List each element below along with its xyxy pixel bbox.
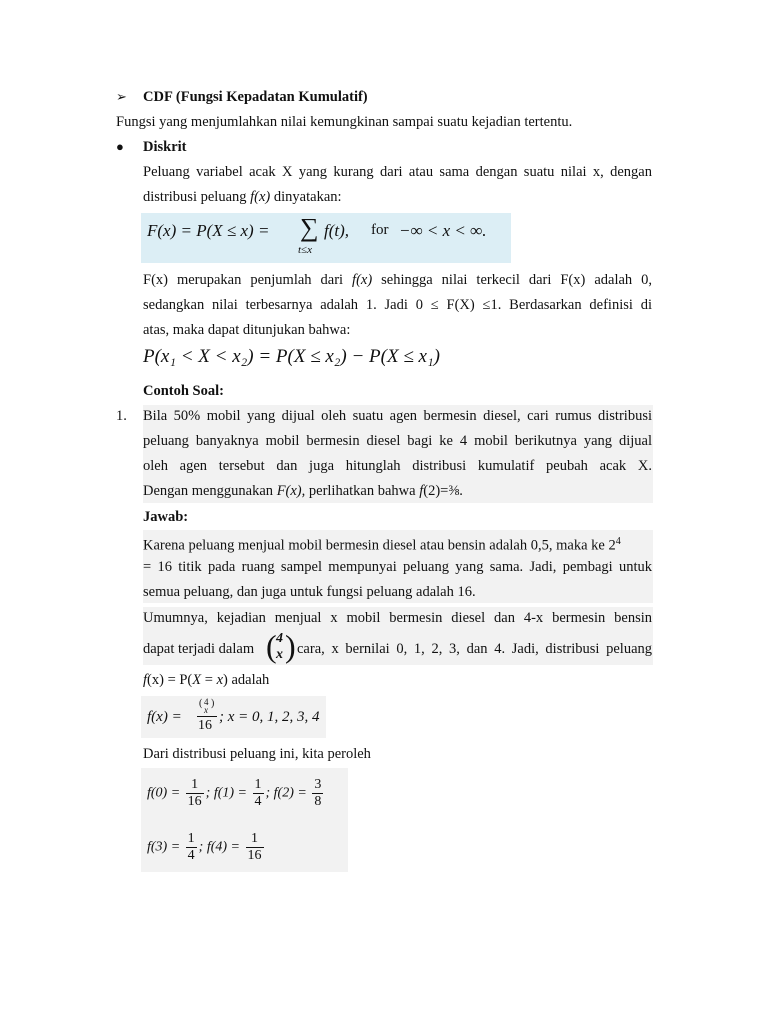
fx-formula: f(x) = ( 4 x ) 16 ; x = 0, 1, 2, 3, 4 <box>141 696 326 738</box>
jawab-heading: Jawab: <box>143 509 189 525</box>
question-number: 1. <box>116 408 127 424</box>
question-line: Dengan menggunakan F(x), perlihatkan bahwa f(2)=⅜. <box>143 483 463 499</box>
contoh-heading: Contoh Soal: <box>143 383 224 399</box>
section-heading: CDF (Fungsi Kepadatan Kumulatif) <box>143 89 368 105</box>
diskrit-paragraph-line: Peluang variabel acak X yang kurang dari atau sama dengan suatu nilai x, dengan <box>143 164 652 180</box>
diskrit-paragraph-line: distribusi peluang f(x) dinyatakan: <box>143 189 342 205</box>
answer-line: = 16 titik pada ruang sampel mempunyai peluang yang sama. Jadi, pembagi untuk <box>143 559 652 575</box>
answer-line: semua peluang, dan juga untuk fungsi peluang adalah 16. <box>143 584 476 600</box>
interval-formula: P(x₁ < X < x₂) = P(X ≤ x₂) − P(X ≤ x₁) <box>143 346 440 367</box>
cdf-formula: F(x) = P(X ≤ x) = ∑ t≤x f(t), for −∞ < x < ∞. <box>141 213 511 263</box>
question-line: peluang banyaknya mobil bermesin diesel bagi ke 4 mobil berikutnya yang dijual <box>143 433 652 449</box>
dot-bullet-icon: ● <box>116 139 124 154</box>
values-row-1: f(0) = $\frac{1}{16}$ ; f(1) = $\frac{1}{4}$ ; f(2) = $\frac{3}{8}$ <box>147 777 322 809</box>
intro-text: Fungsi yang menjumlahkan nilai kemungkinan sampai suatu kejadian tertentu. <box>116 114 573 130</box>
answer-line: Dari distribusi peluang ini, kita peroleh <box>143 746 371 762</box>
binomial-coefficient: ( 4 x ) <box>266 628 296 664</box>
question-line: oleh agen tersebut dan juga hitunglah distribusi kumulatif peubah acak X. <box>143 458 652 474</box>
arrow-bullet-icon: ➢ <box>116 89 127 104</box>
answer-line: cara, x bernilai 0, 1, 2, 3, dan 4. Jadi, distribusi peluang <box>297 641 652 657</box>
answer-line: f(x) = P(X = x) adalah <box>143 672 270 688</box>
values-formula <box>141 768 348 872</box>
diskrit-paragraph-line: F(x) merupakan penjumlah dari f(x) sehingga nilai terkecil dari F(x) adalah 0, <box>143 272 653 288</box>
diskrit-paragraph-line: atas, maka dapat ditunjukan bahwa: <box>143 322 351 338</box>
diskrit-heading: Diskrit <box>143 139 187 155</box>
answer-line: dapat terjadi dalam <box>143 641 255 657</box>
answer-line: Umumnya, kejadian menjual x mobil bermesin diesel dan 4-x bermesin bensin <box>143 610 652 626</box>
answer-line: Karena peluang menjual mobil bermesin diesel atau bensin adalah 0,5, maka ke $2^4$ <box>143 536 621 554</box>
question-line: Bila 50% mobil yang dijual oleh suatu agen bermesin diesel, cari rumus distribusi <box>143 408 652 424</box>
diskrit-paragraph-line: sedangkan nilai terbesarnya adalah 1. Jadi 0 ≤ F(X) ≤1. Berdasarkan definisi di <box>143 297 652 313</box>
fx-fraction: ( 4 x ) 16 <box>197 698 217 736</box>
values-row-2: f(3) = $\frac{1}{4}$ ; f(4) = $\frac{1}{16}$ <box>147 831 262 863</box>
